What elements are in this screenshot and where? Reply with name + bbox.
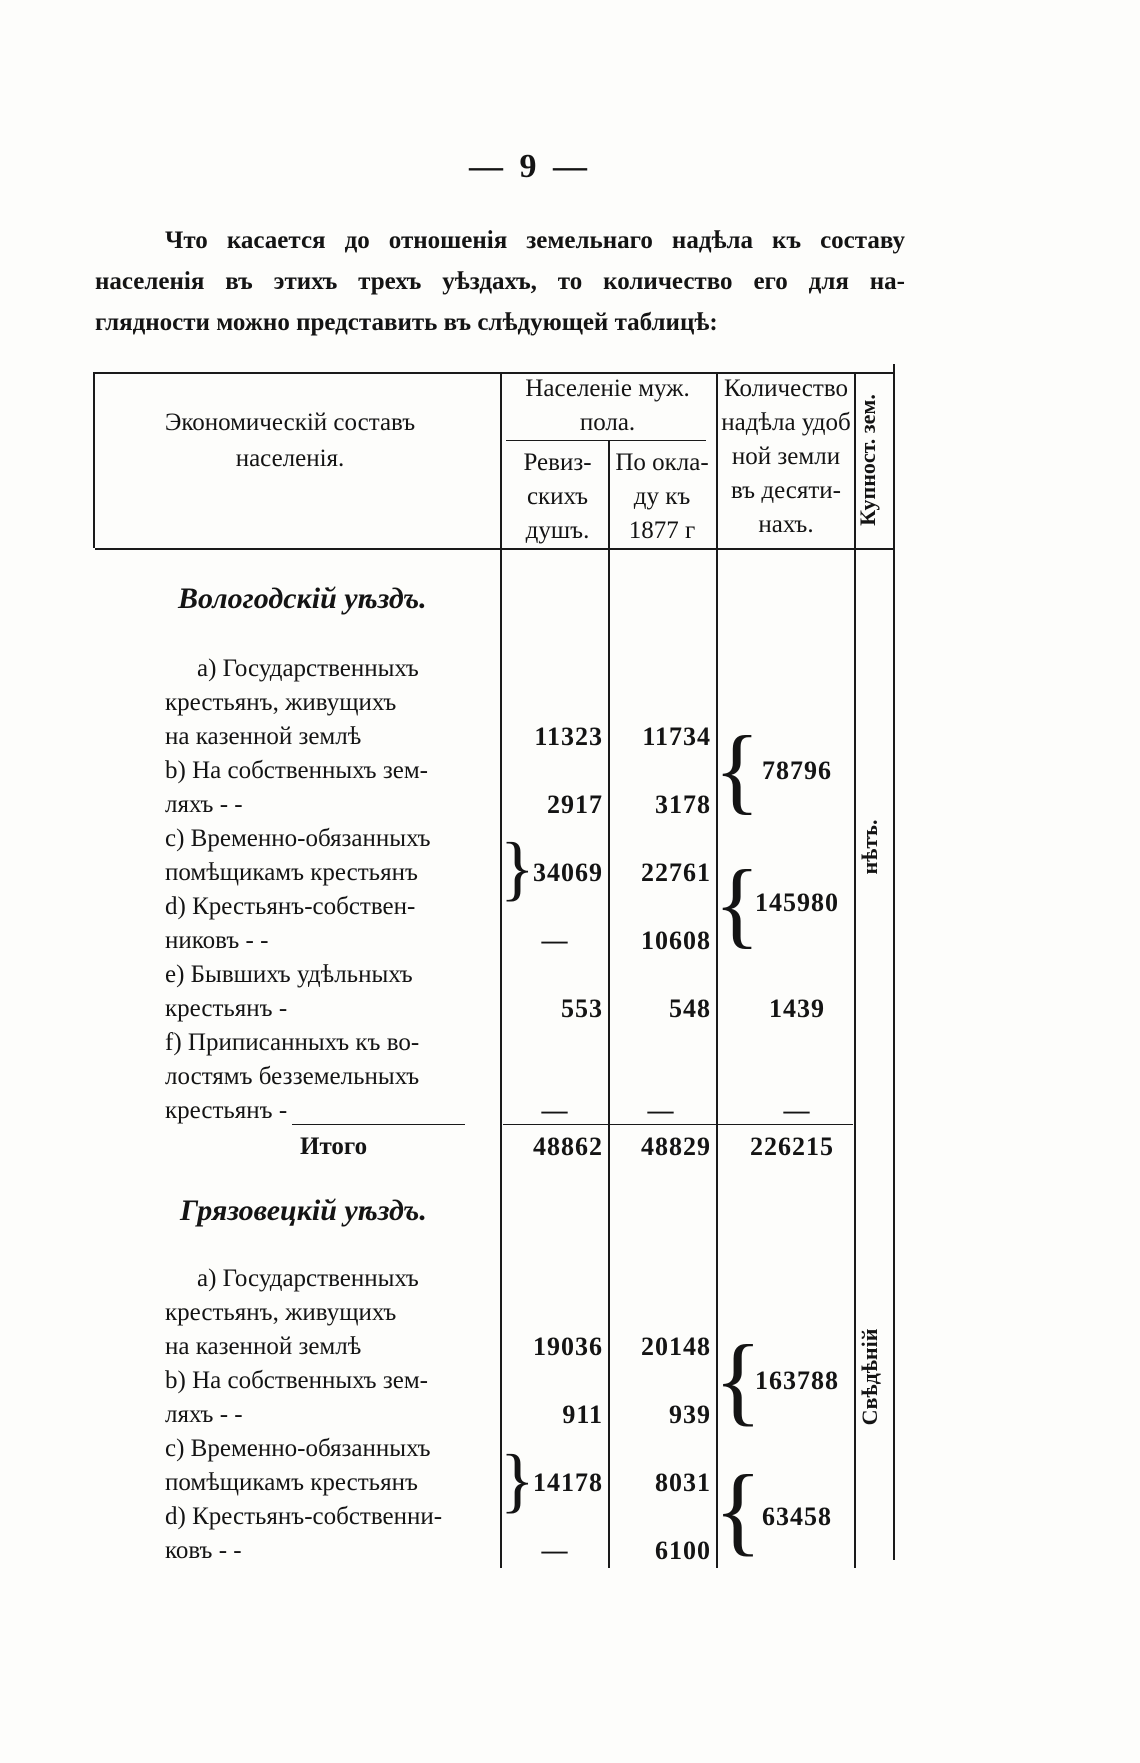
label-line: крестьянъ - — [165, 1097, 288, 1124]
label-line: ковъ - - — [165, 1537, 242, 1564]
vologda-c-salary: 22761 — [641, 858, 711, 887]
district-title-vologda: Вологодскій уѣздъ. — [178, 582, 427, 615]
label-line: a) Государственныхъ — [197, 655, 419, 682]
intro-line: населенія въ этихъ трехъ уѣздахъ, то количество его для на- — [95, 268, 905, 295]
row-label-d — [165, 890, 465, 958]
label-line: b) На собственныхъ зем- — [165, 757, 428, 784]
gryazovets-a-salary: 20148 — [641, 1332, 711, 1361]
vologda-f-salary: — — [647, 1096, 675, 1125]
vologda-e-revision: 553 — [561, 994, 603, 1023]
gryazovets-land-cd: 63458 — [762, 1502, 832, 1531]
brace-gryazovets-ab: { — [714, 1324, 762, 1435]
label-line: e) Бывшихъ удѣльныхъ — [165, 961, 413, 988]
vologda-e-salary: 548 — [669, 994, 711, 1023]
header-bottom-rule — [95, 548, 895, 550]
row-label-c — [165, 822, 465, 890]
header-composition: Экономическій составъ населенія. — [164, 409, 416, 472]
row-label-a — [165, 1262, 465, 1364]
vologda-purchased-note: нѣтъ. — [857, 819, 882, 875]
vologda-total-land: 226215 — [750, 1132, 834, 1161]
vologda-f-revision: — — [541, 1096, 569, 1125]
label-line: c) Временно-обязанныхъ — [165, 825, 431, 852]
label-line: крестьянъ - — [165, 995, 288, 1022]
brace-gryazovets-c-revision: } — [500, 1440, 535, 1520]
vologda-total-label: Итого — [300, 1133, 368, 1160]
vologda-land-e: 1439 — [769, 994, 825, 1023]
label-line: на казенной землѣ — [165, 723, 362, 750]
gryazovets-land-ab: 163788 — [755, 1366, 839, 1395]
label-line: c) Временно-обязанныхъ — [165, 1435, 431, 1462]
vologda-a-revision: 11323 — [534, 722, 603, 751]
brace-vologda-c-revision: } — [500, 828, 535, 908]
vologda-total-salary: 48829 — [641, 1132, 711, 1161]
vologda-c-revision: 34069 — [533, 858, 603, 887]
vologda-d-revision: — — [541, 926, 569, 955]
gryazovets-c-salary: 8031 — [655, 1468, 711, 1497]
label-line: помѣщикамъ крестьянъ — [165, 859, 418, 886]
row-label-a — [165, 652, 465, 754]
label-line: ляхъ - - — [165, 791, 243, 818]
row-label-e — [165, 958, 465, 1026]
vologda-land-f: — — [783, 1096, 811, 1125]
label-line: крестьянъ, живущихъ — [165, 1299, 397, 1326]
label-line: b) На собственныхъ зем- — [165, 1367, 428, 1394]
vologda-d-salary: 10608 — [641, 926, 711, 955]
label-line: ляхъ - - — [165, 1401, 243, 1428]
header-population: Населеніе муж. пола. — [525, 375, 690, 436]
gryazovets-d-revision: — — [541, 1536, 569, 1565]
brace-gryazovets-cd: { — [714, 1454, 762, 1565]
gryazovets-c-revision: 14178 — [533, 1468, 603, 1497]
header-purchased: Купност. зем. — [855, 394, 880, 526]
gryazovets-d-salary: 6100 — [655, 1536, 711, 1565]
vologda-b-revision: 2917 — [547, 790, 603, 819]
label-line: на казенной землѣ — [165, 1333, 362, 1360]
row-label-f — [165, 1026, 465, 1128]
label-line: d) Крестьянъ-собственни- — [165, 1503, 443, 1530]
gryazovets-a-revision: 19036 — [533, 1332, 603, 1361]
label-line: a) Государственныхъ — [197, 1265, 419, 1292]
label-line: f) Приписанныхъ къ во- — [165, 1029, 420, 1056]
col-rule-4 — [854, 372, 856, 1568]
vologda-land-cd: 145980 — [755, 888, 839, 917]
right-border — [893, 364, 895, 1560]
vologda-a-salary: 11734 — [642, 722, 711, 751]
header-revision: Ревиз- скихъ душъ. — [523, 449, 592, 544]
label-line: никовъ - - — [165, 927, 269, 954]
page-number: — 9 — — [469, 148, 591, 185]
header-land-amount: Количество надѣла удоб ной земли въ десяти- нахъ. — [721, 375, 851, 538]
gryazovets-purchased-note: Свѣдѣній — [857, 1328, 882, 1426]
row-label-b — [165, 754, 465, 822]
district-title-gryazovets: Грязовецкій уѣздъ. — [180, 1194, 427, 1227]
vologda-b-salary: 3178 — [655, 790, 711, 819]
vologda-land-ab: 78796 — [762, 756, 832, 785]
label-line: крестьянъ, живущихъ — [165, 689, 397, 716]
gryazovets-b-revision: 911 — [562, 1400, 603, 1429]
vologda-total-revision: 48862 — [533, 1132, 603, 1161]
col-rule-2 — [608, 440, 610, 1568]
row-label-d — [165, 1500, 465, 1568]
intro-line: глядности можно представить въ слѣдующей таблицѣ: — [95, 309, 718, 336]
row-label-b — [165, 1364, 465, 1432]
gryazovets-b-salary: 939 — [669, 1400, 711, 1429]
intro-line: Что касается до отношенія земельнаго надѣла къ составу — [165, 227, 905, 254]
col-rule-1 — [500, 372, 502, 1568]
label-line: d) Крестьянъ-собствен- — [165, 893, 416, 920]
label-line: лостямъ безземельныхъ — [165, 1063, 420, 1090]
label-line: помѣщикамъ крестьянъ — [165, 1469, 418, 1496]
population-subheader-rule — [506, 440, 706, 441]
left-border — [93, 372, 95, 548]
brace-vologda-cd: { — [714, 850, 761, 957]
brace-vologda-ab: { — [714, 716, 761, 823]
row-label-c — [165, 1432, 465, 1500]
header-by-salary: По окла- ду къ 1877 г — [615, 449, 709, 544]
